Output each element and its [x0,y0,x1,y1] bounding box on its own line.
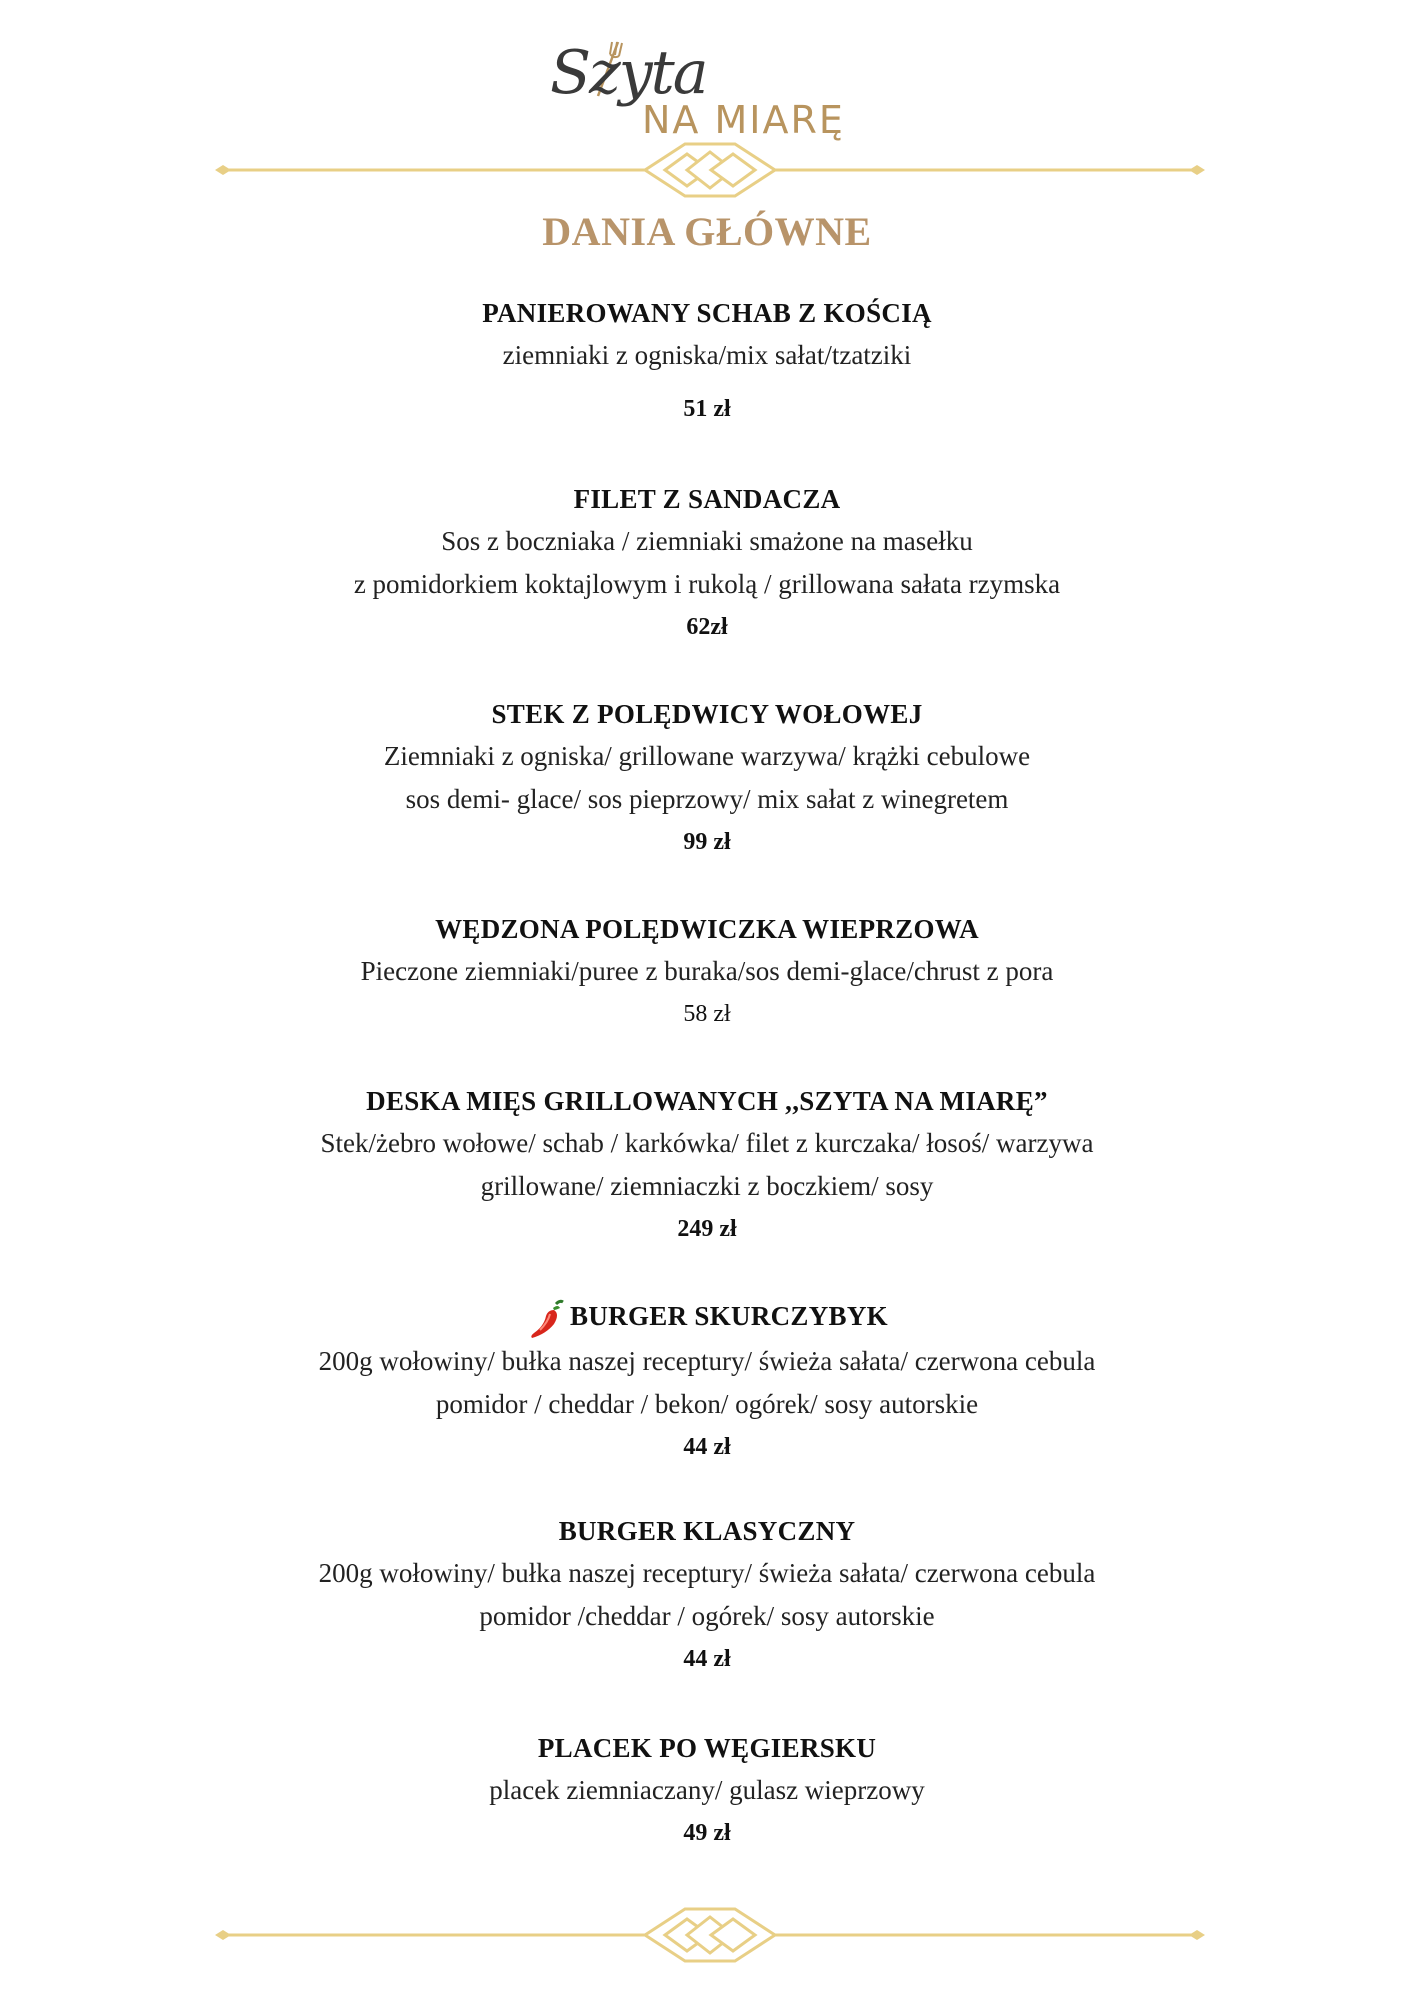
dish-price: 62zł [686,614,728,640]
dish-name: BURGER SKURCZYBYK [570,1301,888,1331]
dish-description: ziemniaki z ogniska/mix sałat/tzatziki [502,340,912,370]
menu-item [0,1295,1414,1468]
dish-description: grillowane/ ziemniaczki z boczkiem/ sosy [480,1171,934,1201]
brand-script: Szyta [550,38,707,108]
ornament-divider-bottom [215,1905,1205,1965]
dish-price: 44 zł [683,1433,731,1460]
dish-name: FILET Z SANDACZA [573,484,841,514]
dish-price: 44 zł [683,1646,731,1672]
menu-item [0,1727,1414,1854]
dish-name: PLACEK PO WĘGIERSKU [537,1733,877,1763]
dish-name: PANIEROWANY SCHAB Z KOŚCIĄ [482,298,932,328]
dish-price: 58 zł [683,1001,731,1027]
dish-description: Ziemniaki z ogniska/ grillowane warzywa/ krążki cebulowe [383,741,1031,771]
menu-item [0,1080,1414,1250]
dish-description: z pomidorkiem koktajlowym i rukolą / grillowana sałata rzymska [353,569,1061,599]
menu-item [0,908,1414,1035]
section-title: DANIA GŁÓWNE [542,209,872,254]
dish-price: 49 zł [683,1820,731,1846]
brand-subtitle: NA MIARĘ [642,98,845,142]
dish-description: Sos z boczniaka / ziemniaki smażone na masełku [441,526,973,556]
dish-name: WĘDZONA POLĘDWICZKA WIEPRZOWA [435,914,979,944]
dish-price: 249 zł [677,1216,737,1242]
menu-item [0,693,1414,863]
dish-name: BURGER KLASYCZNY [558,1516,856,1546]
dish-description: Stek/żebro wołowe/ schab / karkówka/ filet z kurczaka/ łosoś/ warzywa [320,1128,1094,1158]
dish-description: 200g wołowiny/ bułka naszej receptury/ świeża sałata/ czerwona cebula [318,1558,1096,1588]
dish-name-row [0,1295,1414,1340]
dish-price: 51 zł [683,396,731,422]
menu-item [0,1510,1414,1680]
menu-item [0,292,1414,430]
dish-description: pomidor / cheddar / bekon/ ogórek/ sosy autorskie [435,1388,979,1419]
dish-description: sos demi- glace/ sos pieprzowy/ mix sałat z winegretem [405,784,1009,814]
dish-name: DESKA MIĘS GRILLOWANYCH ,,SZYTA NA MIARĘ” [366,1086,1048,1116]
menu-item [0,478,1414,648]
chili-pepper-icon [526,1298,566,1340]
ornament-divider-top [215,140,1205,200]
dish-description: placek ziemniaczany/ gulasz wieprzowy [489,1775,925,1805]
dish-description: pomidor /cheddar / ogórek/ sosy autorskie [479,1601,935,1631]
dish-description: Pieczone ziemniaki/puree z buraka/sos demi-glace/chrust z pora [360,956,1054,986]
brand-logo [540,38,880,148]
dish-description: 200g wołowiny/ bułka naszej receptury/ świeża sałata/ czerwona cebula [318,1345,1096,1376]
dish-name: STEK Z POLĘDWICY WOŁOWEJ [491,699,923,729]
dish-price: 99 zł [683,829,731,855]
